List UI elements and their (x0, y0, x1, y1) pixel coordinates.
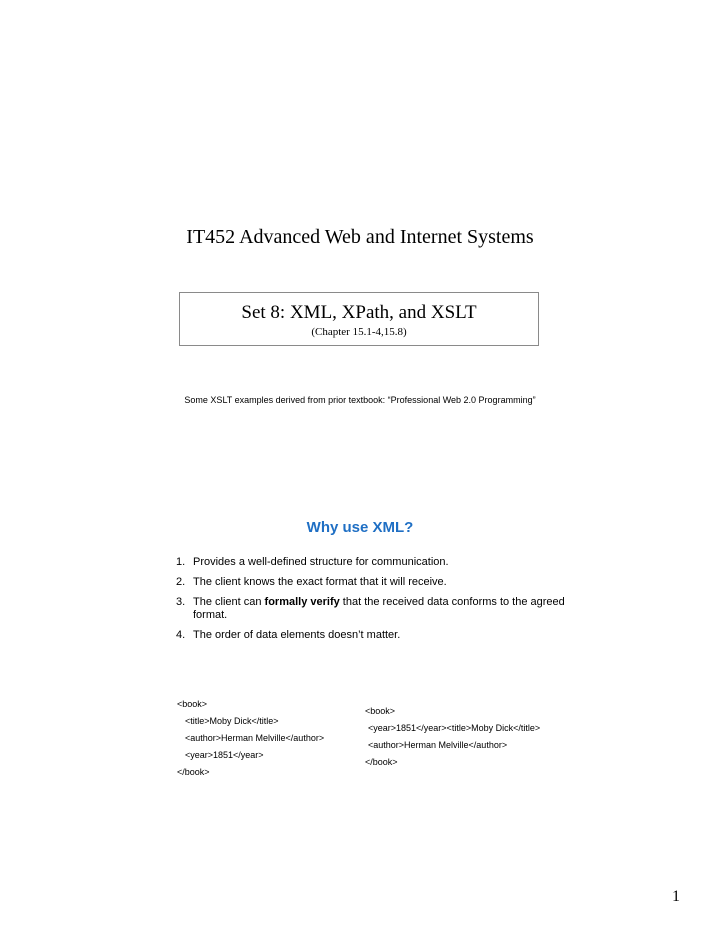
set-title: Set 8: XML, XPath, and XSLT (241, 302, 477, 323)
list-item (176, 556, 576, 569)
xml-example-right (365, 703, 540, 771)
list-number: 3. (176, 596, 186, 608)
list-text: The order of data elements doesn’t matter. (193, 629, 401, 641)
credit-note: Some XSLT examples derived from prior textbook: “Professional Web 2.0 Programming” (184, 395, 536, 405)
list-text-before: The client can (193, 596, 265, 608)
list-number: 2. (176, 576, 186, 588)
slide-heading: Why use XML? (306, 519, 414, 536)
list-text: The client knows the exact format that it will receive. (193, 576, 447, 588)
set-subtitle: (Chapter 15.1-4,15.8) (311, 326, 407, 338)
page-number: 1 (672, 888, 680, 905)
code-line: <author>Herman Melville</author> (368, 740, 508, 750)
list-number: 4. (176, 629, 186, 641)
code-line: <year>1851</year> (185, 750, 264, 760)
course-title: IT452 Advanced Web and Internet Systems (186, 226, 534, 248)
set-title-box (179, 292, 539, 346)
xml-example-left (177, 696, 324, 781)
list-item (176, 629, 576, 642)
list-item (176, 596, 576, 622)
list-number: 1. (176, 556, 186, 568)
list-text-after: that the received data conforms to the agreed format. (193, 596, 565, 621)
code-line: <author>Herman Melville</author> (185, 733, 325, 743)
reasons-list (176, 556, 576, 649)
list-text: Provides a well-defined structure for communication. (193, 556, 449, 568)
code-line: <title>Moby Dick</title> (185, 716, 279, 726)
list-item (176, 576, 576, 589)
code-line: <book> (365, 706, 396, 716)
code-line: <year>1851</year><title>Moby Dick</title> (368, 723, 541, 733)
code-line: </book> (365, 757, 398, 767)
code-line: <book> (177, 699, 208, 709)
code-line: </book> (177, 767, 210, 777)
list-text-bold: formally verify (264, 596, 340, 608)
